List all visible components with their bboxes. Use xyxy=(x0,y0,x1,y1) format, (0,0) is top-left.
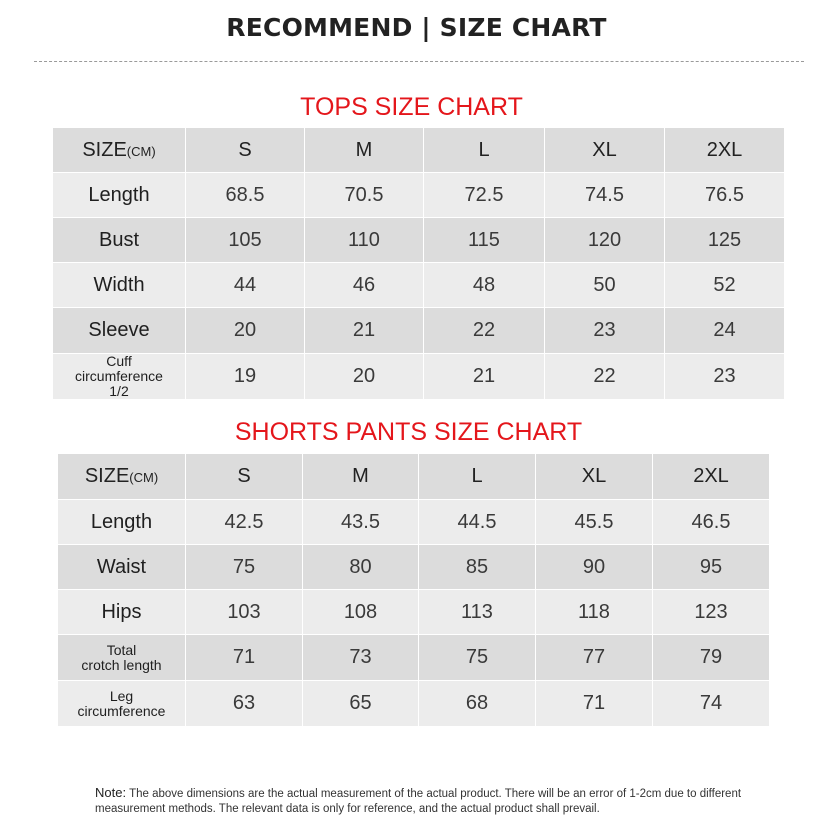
shorts-size-table xyxy=(57,453,770,727)
table-cell: 21 xyxy=(424,354,545,400)
dashed-divider xyxy=(34,61,804,62)
table-cell: 45.5 xyxy=(536,500,653,545)
table-cell: 85 xyxy=(419,545,536,590)
size-column-header: XL xyxy=(536,454,653,500)
table-row xyxy=(53,263,785,308)
size-column-header: XL xyxy=(545,128,665,173)
table-row xyxy=(58,500,770,545)
table-cell: 118 xyxy=(536,590,653,635)
row-label-line: Leg xyxy=(109,687,134,704)
table-cell: 68 xyxy=(419,681,536,727)
table-cell: 77 xyxy=(536,635,653,681)
row-label xyxy=(58,635,186,681)
table-row xyxy=(53,218,785,263)
page-title: RECOMMEND | SIZE CHART xyxy=(226,13,607,42)
table-cell: 120 xyxy=(545,218,665,263)
table-cell: 46.5 xyxy=(653,500,770,545)
size-column-header: S xyxy=(186,128,305,173)
row-label xyxy=(58,681,186,727)
table-cell: 65 xyxy=(303,681,419,727)
table-cell: 105 xyxy=(186,218,305,263)
table-cell: 20 xyxy=(305,354,424,400)
row-label-line: circumference xyxy=(77,702,166,719)
size-column-header: L xyxy=(424,128,545,173)
table-cell: 73 xyxy=(303,635,419,681)
table-cell: 24 xyxy=(665,308,785,354)
table-cell: 125 xyxy=(665,218,785,263)
table-cell: 113 xyxy=(419,590,536,635)
size-column-header: M xyxy=(303,454,419,500)
shorts-size-chart-title: SHORTS PANTS SIZE CHART xyxy=(234,418,583,446)
table-cell: 75 xyxy=(419,635,536,681)
row-label-line: crotch length xyxy=(81,656,162,673)
row-label: Sleeve xyxy=(53,308,186,354)
table-row xyxy=(53,308,785,354)
row-label-line: Total xyxy=(106,641,137,658)
size-label: SIZE xyxy=(84,465,130,487)
row-label-line: 1/2 xyxy=(109,383,129,399)
table-cell: 95 xyxy=(653,545,770,590)
table-cell: 42.5 xyxy=(186,500,303,545)
size-header-cell xyxy=(58,454,186,500)
table-cell: 68.5 xyxy=(186,173,305,218)
row-label: Hips xyxy=(58,590,186,635)
table-row xyxy=(58,545,770,590)
note-label: Note: xyxy=(95,785,127,800)
table-cell: 70.5 xyxy=(305,173,424,218)
table-cell: 123 xyxy=(653,590,770,635)
note-text: The above dimensions are the actual measurement of the actual product. There will be an error of 1-2cm due to different measurement methods. The relevant data is only for reference, and the actual product shall prevail. xyxy=(95,788,742,815)
table-cell: 43.5 xyxy=(303,500,419,545)
table-row xyxy=(58,635,770,681)
size-column-header: M xyxy=(305,128,424,173)
table-cell: 74 xyxy=(653,681,770,727)
table-cell: 72.5 xyxy=(424,173,545,218)
table-row xyxy=(58,590,770,635)
table-cell: 115 xyxy=(424,218,545,263)
table-row xyxy=(53,354,785,400)
table-cell: 19 xyxy=(186,354,305,400)
row-label-line: circumference xyxy=(75,368,163,384)
table-cell: 80 xyxy=(303,545,419,590)
table-cell: 50 xyxy=(545,263,665,308)
table-cell: 46 xyxy=(305,263,424,308)
tops-size-chart-title: TOPS SIZE CHART xyxy=(300,93,523,121)
table-cell: 22 xyxy=(424,308,545,354)
tops-size-table xyxy=(52,127,785,400)
size-column-header: 2XL xyxy=(665,128,785,173)
table-cell: 75 xyxy=(186,545,303,590)
table-cell: 110 xyxy=(305,218,424,263)
table-cell: 63 xyxy=(186,681,303,727)
table-cell: 76.5 xyxy=(665,173,785,218)
table-cell: 44.5 xyxy=(419,500,536,545)
size-label: SIZE xyxy=(82,138,127,161)
table-cell: 21 xyxy=(305,308,424,354)
table-cell: 48 xyxy=(424,263,545,308)
measurement-note xyxy=(95,786,795,816)
row-label xyxy=(53,354,186,400)
table-cell: 52 xyxy=(665,263,785,308)
size-column-header: 2XL xyxy=(653,454,770,500)
table-cell: 71 xyxy=(536,681,653,727)
row-label: Length xyxy=(58,500,186,545)
unit-label: (CM) xyxy=(126,143,156,159)
table-cell: 20 xyxy=(186,308,305,354)
table-cell: 23 xyxy=(545,308,665,354)
table-header-row xyxy=(58,454,770,500)
table-cell: 74.5 xyxy=(545,173,665,218)
unit-label: (CM) xyxy=(129,470,159,485)
size-header-cell xyxy=(53,128,186,173)
row-label-line: Cuff xyxy=(106,353,132,369)
table-cell: 103 xyxy=(186,590,303,635)
table-cell: 23 xyxy=(665,354,785,400)
table-cell: 44 xyxy=(186,263,305,308)
table-cell: 90 xyxy=(536,545,653,590)
row-label: Length xyxy=(53,173,186,218)
size-column-header: L xyxy=(419,454,536,500)
table-cell: 108 xyxy=(303,590,419,635)
row-label: Width xyxy=(53,263,186,308)
table-header-row xyxy=(53,128,785,173)
table-row xyxy=(53,173,785,218)
row-label: Waist xyxy=(58,545,186,590)
row-label: Bust xyxy=(53,218,186,263)
size-column-header: S xyxy=(186,454,303,500)
table-cell: 71 xyxy=(186,635,303,681)
table-cell: 79 xyxy=(653,635,770,681)
table-row xyxy=(58,681,770,727)
table-cell: 22 xyxy=(545,354,665,400)
